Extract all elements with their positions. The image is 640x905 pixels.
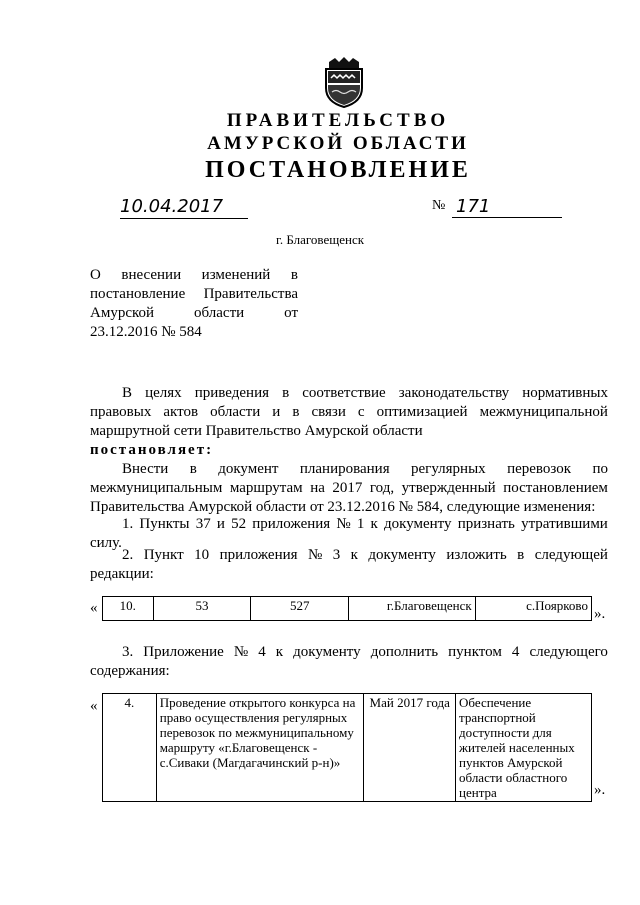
region-title: АМУРСКОЙ ОБЛАСТИ bbox=[207, 133, 469, 154]
table-1-open-quote: « bbox=[90, 600, 98, 616]
document-date: 10.04.2017 bbox=[120, 196, 248, 219]
preamble-line-1: В целях приведения в соответствие законодательству нормативных bbox=[122, 385, 608, 401]
item-2 bbox=[90, 546, 608, 584]
route-table-1 bbox=[102, 596, 592, 621]
item-1-line-1: 1. Пункты 37 и 52 приложения № 1 к документу признать утратившими bbox=[122, 516, 608, 532]
subject-block bbox=[90, 266, 298, 342]
preamble-line-3: маршрутной сети Правительство Амурской области bbox=[90, 423, 423, 439]
subject-line-3: Амурской области от bbox=[90, 305, 298, 321]
preamble-line-2: правовых актов области и в связи с оптимизацией межмуниципальной bbox=[90, 404, 608, 420]
subject-line-4: 23.12.2016 № 584 bbox=[90, 324, 202, 340]
item-3 bbox=[90, 643, 608, 681]
subject-line-2: постановление Правительства bbox=[90, 286, 298, 302]
preamble-paragraph bbox=[90, 384, 608, 460]
table-cell: Проведение открытого конкурса на право осуществления регулярных перевозок по межмуниципальному маршруту «г.Благовещенск - с.Сиваки (Магдагачинский р-н)» bbox=[156, 694, 364, 802]
main-paragraph bbox=[90, 460, 608, 517]
subject-line-1: О внесении изменений в bbox=[90, 267, 298, 283]
amur-region-emblem-icon bbox=[323, 56, 365, 108]
number-label: № bbox=[432, 198, 446, 213]
table-cell: Обеспечение транспортной доступности для жителей населенных пунктов Амурской области областного центра bbox=[456, 694, 592, 802]
table-2-close-quote: ». bbox=[594, 782, 606, 798]
city-line: г. Благовещенск bbox=[275, 232, 365, 247]
main-line-3: Правительства Амурской области от 23.12.2016 № 584, следующие изменения: bbox=[90, 499, 596, 515]
main-line-1: Внести в документ планирования регулярных перевозок по bbox=[122, 461, 608, 477]
table-2-open-quote: « bbox=[90, 698, 98, 714]
table-row bbox=[103, 694, 592, 802]
item-1-line-2: силу. bbox=[90, 535, 122, 551]
table-cell: 10. bbox=[103, 597, 154, 621]
main-line-2: межмуниципальным маршрутам на 2017 год, утвержденный постановлением bbox=[90, 480, 608, 496]
decree-word: постановляет: bbox=[90, 442, 214, 458]
document-type-title: ПОСТАНОВЛЕНИЕ bbox=[205, 157, 471, 183]
table-cell: 527 bbox=[251, 597, 349, 621]
government-title: ПРАВИТЕЛЬСТВО bbox=[226, 110, 450, 131]
item-2-line-1: 2. Пункт 10 приложения № 3 к документу изложить в следующей bbox=[122, 547, 608, 563]
item-2-line-2: редакции: bbox=[90, 566, 154, 582]
item-3-line-2: содержания: bbox=[90, 663, 170, 679]
table-1-close-quote: ». bbox=[594, 606, 606, 622]
table-cell: г.Благовещенск bbox=[349, 597, 475, 621]
route-table-2 bbox=[102, 693, 592, 802]
table-cell: 53 bbox=[153, 597, 251, 621]
document-number: 171 bbox=[452, 196, 562, 218]
table-row bbox=[103, 597, 592, 621]
table-cell: 4. bbox=[103, 694, 157, 802]
table-cell: с.Поярково bbox=[475, 597, 591, 621]
table-cell: Май 2017 года bbox=[364, 694, 456, 802]
item-3-line-1: 3. Приложение № 4 к документу дополнить пунктом 4 следующего bbox=[122, 644, 608, 660]
